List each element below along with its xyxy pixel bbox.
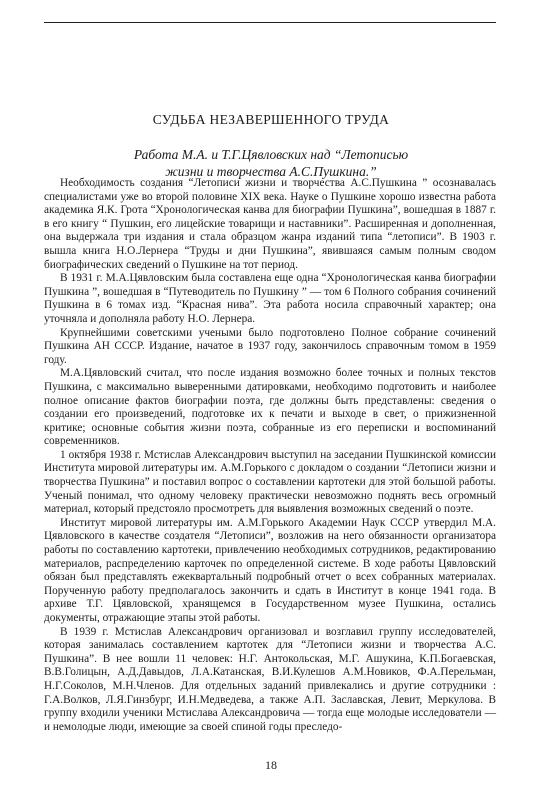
- paragraph-7: В 1939 г. Мстислав Александрович организовал и возглавил группу исследователей, которая занималась составлением картотек для “Летописи жизни и творчества А.С. Пушкина”. В нее вошли 11 человек: Н.Г. Антокольская, М.Г. Ашукина, К.П.Богаевская, В.В.Голицын, А.Д.Давыдов, Л.А.Катанская, В.И.Кулешов А.М.Новиков, Ф.А.Перельман, Н.Г.Соколов, М.Н.Членов. Для отдельных заданий привлекались и другие сотрудники : Г.А.Волков, Л.Я.Гинзбург, И.Н.Медведева, а также А.П. Заславская, Левит, Меркулова. В группу входили ученики Мстислава Александровича — тогда еще молодые исследователи — и немолодые люди, имеющие за своей спиной годы преследо-: [44, 625, 496, 733]
- article-subtitle: [0, 146, 542, 180]
- paragraph-5: 1 октября 1938 г. Мстислав Александрович выступил на заседании Пушкинской комиссии Института мировой литературы им. А.М.Горького с докладом о создании “Летописи жизни и творчества Пушкина” и поставил вопрос о составлении картотеки для этой большой работы. Ученый понимал, что одному человеку практически невозможно поднять весь огромный материал, который предстояло просмотреть для выявления возможных сведений о поэте.: [44, 448, 496, 516]
- article-title: СУДЬБА НЕЗАВЕРШЕННОГО ТРУДА: [152, 112, 390, 127]
- paragraph-1: Необходимость создания “Летописи жизни и творчества А.С.Пушкина ” осознавалась специалистами уже во второй половине XIX века. Науке о Пушкине хорошо известна работа академика Я.К. Грота “Хронологическая канва для биографии Пушкина”, вошедшая в 1887 г. в его книгу “ Пушкин, его лицейские товарищи и наставники”. Расширенная и дополненная, она выдержала три издания и стала образцом жанра изданий типа “летописи”. В 1903 г. вышла книга Н.О.Лернера “Труды и дни Пушкина”, явившаяся самым полным сводом биографических сведений о Пушкине на тот период.: [44, 177, 496, 271]
- subtitle-line-1: Работа М.А. и Т.Г.Цявловских над “Летописью: [133, 147, 409, 162]
- paragraph-2: В 1931 г. М.А.Цявловским была составлена еще одна “Хронологическая канва биографии Пушкина ”, вошедшая в “Путеводитель по Пушкину ” — том 6 Полного собрания сочинений Пушкина в 6 томах изд. “Красная нива”. Эта работа носила справочный характер; она уточняла и дополняла работу Н.О. Лернера.: [44, 272, 496, 325]
- paragraph-3: Крупнейшими советскими учеными было подготовлено Полное собрание сочинений Пушкина АН СССР. Издание, начатое в 1937 году, закончилось справочным томом в 1959 году.: [44, 326, 496, 366]
- page-number: 18: [265, 758, 277, 772]
- paragraph-4: М.А.Цявловский считал, что после издания возможно более точных и полных текстов Пушкина, с максимально выверенными датировками, необходимо подготовить и наиболее полное описание фактов биографии поэта, где должны быть представлены: сведения о создании его произведений, подготовке их к печати и выходе в свет, о прижизненной критике; основные события жизни поэта, собранные из его переписки и воспоминаний современников.: [44, 367, 496, 448]
- subtitle-line-2: жизни и творчества А.С.Пушкина.”: [165, 164, 377, 179]
- header-rule: [44, 22, 496, 23]
- article-body: [44, 177, 496, 734]
- paragraph-6: Институт мировой литературы им. А.М.Горького Академии Наук СССР утвердил М.А. Цявловского в качестве создателя “Летописи”, возложив на него обязанности организатора работы по составлению картотеки, привлечению необходимых сотрудников, редактированию материалов, распределению карточек по определенной системе. В ходе работы Цявловский обязан был представлять ежеквартальный подробный отчет о всех собранных материалах. Порученную работу предполагалось закончить и сдать в Институт в конце 1941 года. В архиве Т.Г. Цявловской, хранящемся в Государственном музее Пушкина, остались документы, отражающие этапы этой работы.: [44, 516, 496, 624]
